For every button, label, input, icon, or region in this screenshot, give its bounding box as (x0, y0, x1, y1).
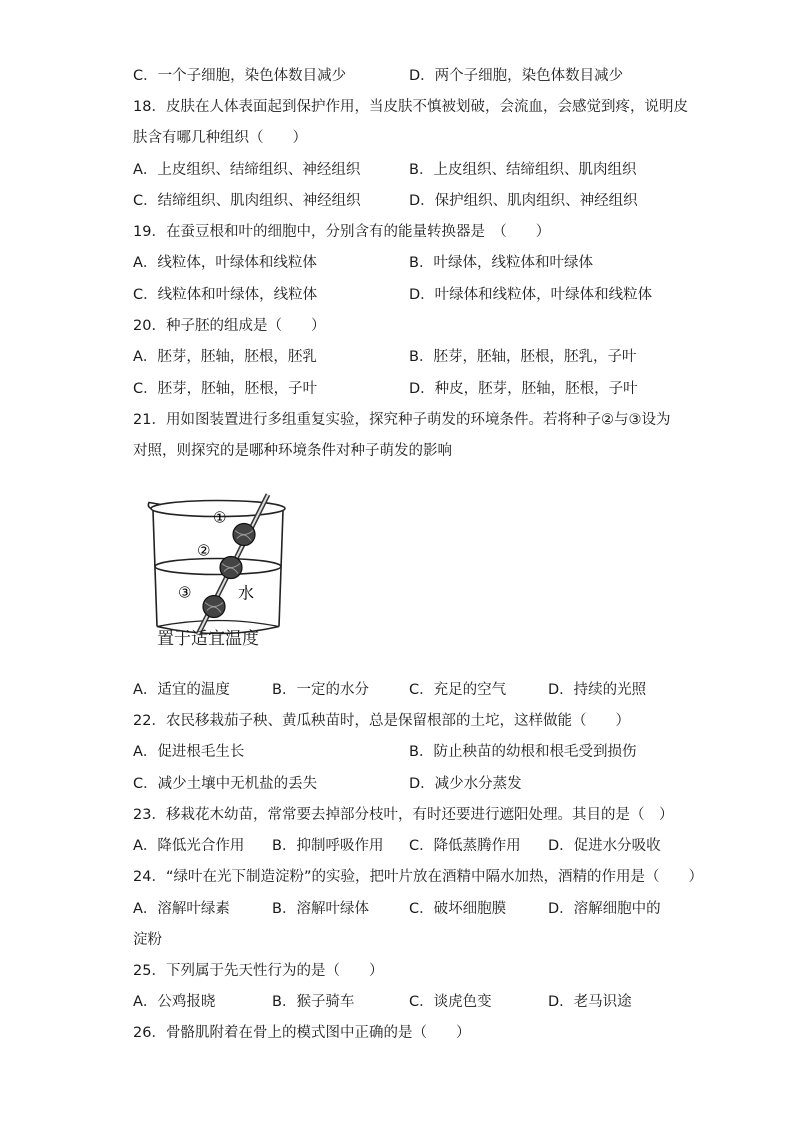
q24-option-d-continuation: 淀粉 (133, 932, 162, 948)
q23-option-c: C．降低蒸腾作用 (409, 838, 521, 854)
q20-option-a: A．胚芽，胚轴，胚根，胚乳 (133, 349, 317, 365)
figure-label-2: ② (197, 541, 211, 560)
q20-stem: 20．种子胚的组成是（ ） (133, 318, 326, 334)
figure-label-1: ① (213, 508, 227, 527)
q20-option-c: C．胚芽，胚轴，胚根，子叶 (133, 381, 318, 397)
figure-water-label: 水 (238, 583, 255, 603)
q20-option-d: D．种皮，胚芽，胚轴，胚根，子叶 (409, 381, 638, 397)
q22-option-b: B．防止秧苗的幼根和根毛受到损伤 (409, 744, 637, 760)
seed-3-icon (203, 596, 225, 618)
q25-option-b: B．猴子骑车 (272, 994, 355, 1010)
q21-option-c: C．充足的空气 (409, 682, 507, 698)
q19-option-c: C．线粒体和叶绿体，线粒体 (133, 287, 318, 303)
q22-option-d: D．减少水分蒸发 (409, 776, 522, 792)
q25-option-c: C．谈虎色变 (409, 994, 492, 1010)
seed-2-icon (220, 557, 242, 579)
q21-stem-line1: 21．用如图装置进行多组重复实验，探究种子萌发的环境条件。若将种子②与③设为 (133, 412, 671, 428)
q19-option-a: A．线粒体，叶绿体和线粒体 (133, 255, 317, 271)
q24-option-d: D．溶解细胞中的 (548, 901, 661, 917)
q23-option-d: D．促进水分吸收 (548, 838, 661, 854)
q18-stem-line1: 18．皮肤在人体表面起到保护作用，当皮肤不慎被划破，会流血，会感觉到疼，说明皮 (133, 99, 688, 115)
q19-option-b: B．叶绿体，线粒体和叶绿体 (409, 255, 593, 271)
q21-option-a: A．适宜的温度 (133, 682, 230, 698)
q22-option-a: A．促进根毛生长 (133, 744, 245, 760)
q21-option-b: B．一定的水分 (272, 682, 369, 698)
q22-option-c: C．减少土壤中无机盐的丢失 (133, 776, 318, 792)
q24-stem: 24．“绿叶在光下制造淀粉”的实验，把叶片放在酒精中隔水加热，酒精的作用是（ ） (133, 869, 703, 885)
seed-1-icon (233, 524, 255, 546)
q24-option-c: C．破坏细胞膜 (409, 901, 507, 917)
q17-option-d: D．两个子细胞，染色体数目减少 (409, 68, 624, 84)
q24-option-a: A．溶解叶绿素 (133, 901, 230, 917)
q25-stem: 25．下列属于先天性行为的是（ ） (133, 963, 384, 979)
q19-option-d: D．叶绿体和线粒体，叶绿体和线粒体 (409, 287, 653, 303)
q21-stem-line2: 对照，则探究的是哪种环境条件对种子萌发的影响 (133, 443, 452, 459)
q19-stem: 19．在蚕豆根和叶的细胞中，分别含有的能量转换器是 （ ） (133, 224, 551, 240)
q18-stem-line2: 肤含有哪几种组织（ ） (133, 130, 307, 146)
q24-option-b: B．溶解叶绿体 (272, 901, 369, 917)
q20-option-b: B．胚芽，胚轴，胚根，胚乳，子叶 (409, 349, 637, 365)
q18-option-d: D．保护组织、肌肉组织、神经组织 (409, 193, 638, 209)
figure-caption: 置于适宜温度 (157, 629, 259, 649)
q21-option-d: D．持续的光照 (548, 682, 647, 698)
figure-label-3: ③ (178, 583, 192, 602)
q18-option-a: A．上皮组织、结缔组织、神经组织 (133, 162, 361, 178)
q25-option-a: A．公鸡报晓 (133, 994, 216, 1010)
q22-stem: 22．农民移栽茄子秧、黄瓜秧苗时，总是保留根部的土坨，这样做能（ ） (133, 713, 630, 729)
q26-stem: 26．骨骼肌附着在骨上的模式图中正确的是（ ） (133, 1025, 471, 1041)
q25-option-d: D．老马识途 (548, 994, 632, 1010)
q18-option-c: C．结缔组织、肌肉组织、神经组织 (133, 193, 361, 209)
q17-option-c: C．一个子细胞，染色体数目减少 (133, 68, 347, 84)
q23-option-a: A．降低光合作用 (133, 838, 245, 854)
q18-option-b: B．上皮组织、结缔组织、肌肉组织 (409, 162, 637, 178)
q23-stem: 23．移栽花木幼苗，常常要去掉部分枝叶，有时还要进行遮阳处理。其目的是（ ） (133, 807, 674, 823)
q23-option-b: B．抑制呼吸作用 (272, 838, 384, 854)
